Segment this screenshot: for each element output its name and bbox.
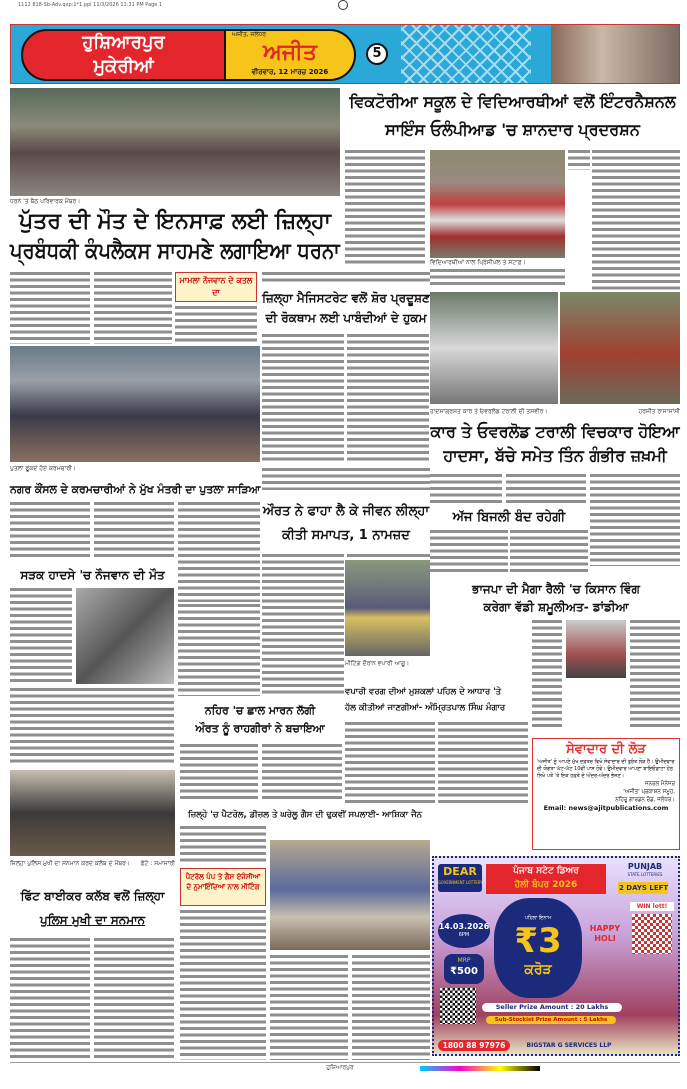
article-text bbox=[10, 938, 90, 1060]
school-headline bbox=[345, 88, 680, 144]
color-registration-bar bbox=[420, 1066, 540, 1071]
notice-sign2: 'ਅਜੀਤ' ਪ੍ਰਕਾਸ਼ਨ ਸਮੂਹ, bbox=[623, 789, 675, 795]
bjp-headline-line1: ਭਾਜਪਾ ਦੀ ਮੈਗਾ ਰੈਲੀ 'ਚ ਕਿਸਾਨ ਵਿੰਗ bbox=[472, 582, 640, 596]
ad-winlott: WIN lott! bbox=[630, 902, 674, 911]
article-text bbox=[345, 722, 435, 804]
article-text bbox=[94, 502, 174, 557]
school-headline-line2: ਸਾਇੰਸ ਓਲੰਪੀਆਡ 'ਚ ਸ਼ਾਨਦਾਰ ਪ੍ਰਦਰਸ਼ਨ bbox=[385, 120, 640, 139]
edition-title-badge bbox=[21, 29, 226, 81]
ad-mrp-badge bbox=[444, 954, 484, 984]
article-text bbox=[178, 604, 260, 696]
ad-days-left: 2 DAYS LEFT bbox=[619, 884, 669, 892]
car-accident-photo bbox=[430, 292, 558, 404]
masthead bbox=[10, 24, 680, 84]
article-text bbox=[532, 620, 562, 730]
notice-sign1: ਜਨਰਲ ਮੈਨੇਜਰ bbox=[645, 781, 675, 787]
woman-headline-line1: ਔਰਤ ਨੇ ਫਾਹਾ ਲੈ ਕੇ ਜੀਵਨ ਲੀਲ੍ਹਾ bbox=[262, 504, 430, 519]
council-caption: ਪੁਤਲਾ ਫੂਕਦੇ ਹੋਏ ਕਰਮਚਾਰੀ। bbox=[10, 465, 76, 472]
accident-credit: ਹਰਜੀਤ ਰਾਜਾਸਾਂਸੀ bbox=[638, 408, 680, 415]
article-text bbox=[262, 744, 342, 802]
bjp-headline-line2: ਕਰੇਗਾ ਵੱਡੀ ਸ਼ਮੂਲੀਅਤ- ਡਾਂਡੀਆ bbox=[483, 600, 629, 614]
article-text bbox=[430, 269, 565, 288]
magistrate-headline-line1: ਜ਼ਿਲ੍ਹਾ ਮੈਜਿਸਟਰੇਟ ਵਲੋਂ ਸ਼ੋਰ ਪ੍ਰਦੂਸ਼ਣ bbox=[262, 291, 430, 305]
article-text bbox=[347, 554, 430, 558]
ad-qr-code-right[interactable] bbox=[632, 914, 672, 954]
traders-caption: ਮੀਟਿੰਗ ਦੌਰਾਨ ਵਪਾਰੀ ਆਗੂ। bbox=[345, 660, 410, 667]
ad-brand bbox=[438, 864, 482, 892]
registration-mark bbox=[338, 0, 348, 10]
woman-headline bbox=[262, 500, 430, 548]
ad-company: BIGSTAR G SERVICES LLP bbox=[526, 1042, 612, 1049]
article-text bbox=[262, 272, 430, 284]
protest-photo bbox=[10, 88, 340, 196]
ad-happy-holi: HAPPY HOLI bbox=[589, 924, 621, 943]
bjp-rally-headline bbox=[432, 580, 680, 616]
article-text bbox=[568, 150, 590, 170]
bikers-headline-line1: ਫਿੱਟ ਬਾਈਕਰ ਕਲੱਬ ਵਲੋਂ ਜ਼ਿਲ੍ਹਾ bbox=[20, 889, 165, 903]
issue-date: ਵੀਰਵਾਰ, 12 ਮਾਰਚ 2026 bbox=[251, 68, 329, 76]
notice-email[interactable]: Email: news@ajitpublications.com bbox=[543, 804, 669, 812]
ad-punjab: PUNJAB bbox=[627, 862, 663, 871]
school-headline-line1: ਵਿਕਟੋਰੀਆ ਸਕੂਲ ਦੇ ਵਿਦਿਆਰਥੀਆਂ ਵਲੋਂ ਇੰਟਰਨੈਸ਼ਨਲ bbox=[349, 92, 676, 111]
article-text bbox=[10, 272, 90, 344]
school-students-photo bbox=[430, 150, 565, 258]
trolley-photo bbox=[560, 292, 680, 404]
article-text bbox=[430, 530, 508, 574]
ad-mrp: ₹500 bbox=[450, 966, 478, 977]
traders-meeting-photo bbox=[345, 560, 430, 656]
article-text bbox=[175, 306, 257, 344]
edition-title-line2: ਮੁਕੇਰੀਆਂ bbox=[93, 56, 154, 77]
council-headline: ਨਗਰ ਕੌਂਸਲ ਦੇ ਕਰਮਚਾਰੀਆਂ ਨੇ ਮੁੱਖ ਮੰਤਰੀ ਦਾ ਪੁਤਲਾ ਸਾੜਿਆ bbox=[10, 483, 261, 496]
notice-body: 'ਅਜੀਤ' ਨੂੰ ਆਪਣੇ ਮੁੱਖ ਦਫ਼ਤਰ ਵਿਖੇ ਸੇਵਾਦਾਰ ਦੀ ਤੁਰੰਤ ਲੋੜ ਹੈ। ਉਮੀਦਵਾਰ ਦੀ ਯੋਗਤਾ ਘੱਟ-ਘੱਟ 10ਵੀਂ ਪਾਸ ਹੋਵੇ। ਉਮੀਦਵਾਰ ਆਪਣਾ ਬਾਇਓਡਾਟਾ ਹੇਠ ਲਿਖੇ ਪਤੇ 'ਤੇ ਇਕ ਹਫ਼ਤੇ ਦੇ ਅੰਦਰ-ਅੰਦਰ ਭੇਜਣ। bbox=[537, 759, 675, 779]
ad-mrp-label: MRP bbox=[457, 957, 471, 964]
protest-headline-line1: ਪੁੱਤਰ ਦੀ ਮੌਤ ਦੇ ਇਨਸਾਫ਼ ਲਈ ਜ਼ਿਲ੍ਹਾ bbox=[19, 209, 331, 234]
print-slug: 1112 818-Sb-Adv.qxp:1*1.ppl 11/3/2026 11:31 PM Page 1 bbox=[18, 2, 163, 8]
ad-draw-date: 14.03.2026 bbox=[438, 922, 490, 931]
ad-toll-free[interactable]: 1800 88 97976 bbox=[438, 1040, 510, 1051]
ad-crore: ਕਰੋੜ bbox=[524, 962, 552, 978]
protest-caption: ਧਰਨੇ 'ਤੇ ਬੈਠੇ ਪਰਿਵਾਰਕ ਮੈਂਬਰ। bbox=[10, 198, 81, 205]
officials-meeting-photo bbox=[270, 840, 430, 950]
ad-stockist-prize: Sub-Stockist Prize Amount : 5 Lakhs bbox=[486, 1016, 616, 1024]
ad-brand-name: DEAR bbox=[443, 865, 477, 878]
ad-draw-time: 6PM bbox=[458, 932, 470, 938]
article-text bbox=[262, 554, 344, 694]
article-text bbox=[270, 955, 348, 1060]
ad-qr-code-left[interactable] bbox=[440, 988, 476, 1024]
paper-logo: ਅਜੀਤ bbox=[263, 40, 317, 65]
bikers-headline-line2: ਪੁਲਿਸ ਮੁਖੀ ਦਾ ਸਨਮਾਨ bbox=[39, 913, 146, 927]
footer-rule bbox=[10, 1062, 680, 1063]
wrecked-bike-photo bbox=[76, 588, 174, 684]
article-text bbox=[430, 474, 502, 504]
road-accident-headline: ਸੜਕ ਹਾਦਸੇ 'ਚ ਨੌਜਵਾਨ ਦੀ ਮੌਤ bbox=[20, 568, 165, 582]
clock-tower-photo bbox=[551, 25, 679, 83]
ad-prize-label: ਪਹਿਲਾ ਇਨਾਮ bbox=[524, 915, 552, 921]
ad-seller-prize: Seller Prize Amount : 20 Lakhs bbox=[482, 1003, 622, 1012]
article-text bbox=[352, 955, 430, 1060]
article-text bbox=[10, 688, 174, 764]
article-text bbox=[180, 826, 266, 864]
ad-title bbox=[486, 864, 606, 894]
power-cut-headline: ਅੱਜ ਬਿਜਲੀ ਬੰਦ ਰਹੇਗੀ bbox=[452, 510, 566, 525]
dandia-portrait-photo bbox=[566, 620, 626, 678]
article-text bbox=[510, 530, 588, 574]
traders-headline-line2: ਹੱਲ ਕੀਤੀਆਂ ਜਾਣਗੀਆਂ- ਅੰਮ੍ਰਿਤਪਾਲ ਸਿੰਘ ਮੰਗਾਰ bbox=[345, 703, 506, 713]
ad-prize: ₹3 bbox=[514, 921, 562, 961]
bikers-police-photo bbox=[10, 770, 175, 856]
accident-caption: ਹਾਦਸਾਗ੍ਰਸਤ ਕਾਰ ਤੇ ਓਵਰਲੋਡ ਟਰਾਲੀ ਦੀ ਤਸਵੀਰ। bbox=[430, 408, 548, 415]
article-text bbox=[262, 334, 344, 462]
ad-brand-sub: GOVERNMENT LOTTERY bbox=[438, 880, 483, 885]
magistrate-headline-line2: ਦੀ ਰੋਕਥਾਮ ਲਈ ਪਾਬੰਦੀਆਂ ਦੇ ਹੁਕਮ bbox=[265, 311, 427, 325]
accident-headline-line2: ਹਾਦਸਾ, ਬੱਚੇ ਸਮੇਤ ਤਿੰਨ ਗੰਭੀਰ ਜ਼ਖ਼ਮੀ bbox=[443, 446, 667, 465]
edition-title-line1: ਹੁਸ਼ਿਆਰਪੁਰ bbox=[82, 32, 165, 53]
traders-headline bbox=[345, 684, 528, 716]
article-text bbox=[10, 588, 72, 684]
ad-prize-cloud bbox=[494, 898, 582, 998]
notice-box bbox=[532, 738, 680, 850]
canal-headline bbox=[180, 702, 340, 738]
article-text bbox=[630, 620, 680, 730]
bikers-caption: ਜ਼ਿਲ੍ਹਾ ਪੁਲਿਸ ਮੁਖੀ ਦਾ ਸਨਮਾਨ ਕਰਦੇ ਕਲੱਬ ਦੇ ਮੈਂਬਰ। bbox=[10, 860, 130, 867]
page-number: 5 bbox=[366, 43, 388, 65]
canal-headline-line1: ਨਹਿਰ 'ਚ ਛਾਲ ਮਾਰਨ ਲੱਗੀ bbox=[204, 704, 316, 717]
article-text bbox=[345, 150, 425, 265]
article-text bbox=[438, 722, 528, 804]
protest-headline-line2: ਪ੍ਰਬੰਧਕੀ ਕੰਪਲੈਕਸ ਸਾਹਮਣੇ ਲਗਾਇਆ ਧਰਨਾ bbox=[10, 239, 340, 264]
magistrate-headline bbox=[262, 288, 430, 328]
article-text bbox=[262, 468, 430, 490]
ad-draw-date-badge bbox=[438, 914, 490, 948]
ad-title-line2: ਹੋਲੀ ਬੰਪਰ 2026 bbox=[514, 880, 578, 890]
article-text bbox=[180, 910, 266, 1060]
notice-sign3: ਨਹਿਰੂ ਗਾਰਡਨ ਰੋਡ, ਜਲੰਧਰ। bbox=[615, 797, 675, 803]
article-text bbox=[347, 334, 429, 462]
fuel-supply-headline: ਜ਼ਿਲ੍ਹੇ 'ਚ ਪੈਟਰੋਲ, ਡੀਜ਼ਲ ਤੇ ਘਰੇਲੂ ਗੈਸ ਦੀ ਢੁਕਵੀਂ ਸਪਲਾਈ- ਆਸ਼ਿਕਾ ਜੈਨ bbox=[188, 810, 422, 820]
ad-title-line1: ਪੰਜਾਬ ਸਟੇਟ ਡਿਅਰ bbox=[513, 866, 579, 876]
diamond-pattern bbox=[401, 25, 531, 83]
article-text bbox=[592, 150, 680, 290]
footer-label: ਹੁਸ਼ਿਆਰਪੁਰ bbox=[326, 1064, 354, 1071]
protest-box: ਮਾਮਲਾ ਨੌਜਵਾਨ ਦੇ ਕਤਲ ਦਾ bbox=[175, 272, 257, 302]
article-text bbox=[94, 938, 174, 1060]
notice-title: ਸੇਵਾਦਾਰ ਦੀ ਲੋੜ bbox=[566, 742, 646, 757]
lottery-ad[interactable] bbox=[432, 856, 680, 1056]
paper-city: ਅਜੀਤ, ਜਲੰਧਰ bbox=[232, 31, 267, 38]
article-text bbox=[178, 502, 260, 602]
ad-punjab-logo bbox=[614, 862, 676, 878]
traders-headline-line1: ਵਪਾਰੀ ਵਰਗ ਦੀਆਂ ਮੁਸ਼ਕਲਾਂ ਪਹਿਲ ਦੇ ਆਧਾਰ 'ਤੇ bbox=[345, 687, 502, 697]
accident-headline bbox=[430, 420, 680, 468]
protest-headline bbox=[10, 207, 340, 267]
fuel-box: ਪੈਟਰੋਲ ਪੰਪ ਤੇ ਗੈਸ ਏਜੰਸੀਆਂ ਦੇ ਨੁਮਾਇੰਦਿਆਂ ਨਾਲ ਮੀਟਿੰਗ bbox=[180, 868, 266, 906]
paper-name-block bbox=[226, 29, 356, 81]
canal-headline-line2: ਔਰਤ ਨੂੰ ਰਾਹਗੀਰਾਂ ਨੇ ਬਚਾਇਆ bbox=[195, 722, 325, 735]
article-text bbox=[506, 474, 586, 504]
effigy-burning-photo bbox=[10, 346, 260, 462]
ad-punjab-sub: STATE LOTTERIES bbox=[627, 872, 663, 877]
woman-headline-line2: ਕੀਤੀ ਸਮਾਪਤ, 1 ਨਾਮਜ਼ਦ bbox=[282, 528, 410, 543]
article-text bbox=[180, 744, 258, 802]
bikers-headline bbox=[10, 884, 175, 932]
bikers-credit: ਫੋਟੋ : ਸਮਾਜਾਰੀ bbox=[140, 860, 175, 867]
article-text bbox=[94, 272, 172, 344]
accident-headline-line1: ਕਾਰ ਤੇ ਓਵਰਲੋਡ ਟਰਾਲੀ ਵਿਚਕਾਰ ਹੋਇਆ bbox=[430, 422, 680, 441]
article-text bbox=[10, 502, 90, 557]
article-text bbox=[590, 474, 680, 566]
school-caption: ਵਿਦਿਆਰਥੀਆਂ ਨਾਲ ਪ੍ਰਿੰਸੀਪਲ ਤੇ ਸਟਾਫ਼। bbox=[430, 259, 526, 266]
